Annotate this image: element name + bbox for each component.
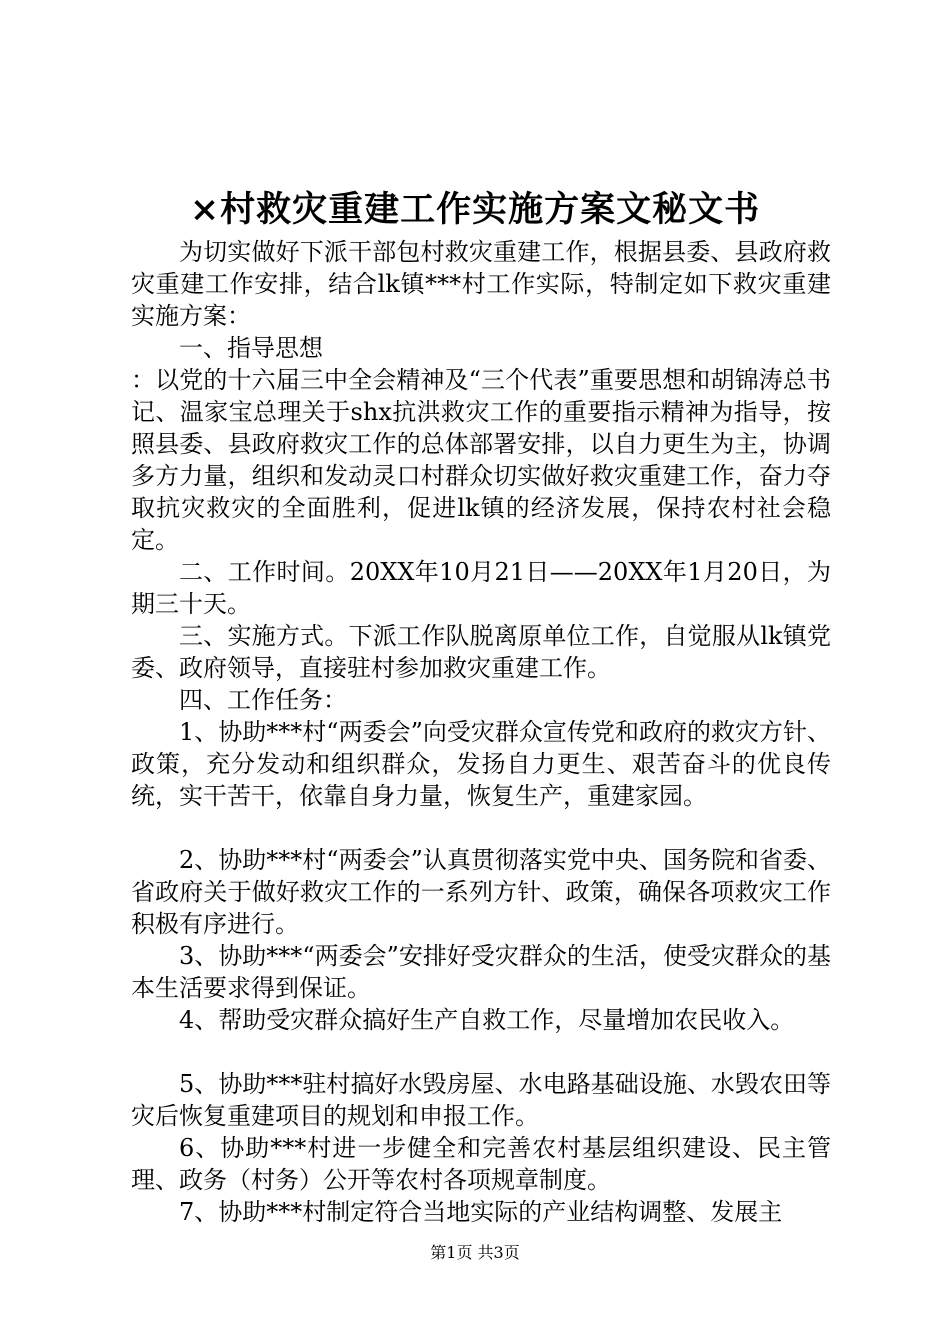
document-body xyxy=(131,236,831,1228)
section-heading-guiding-ideology: 一、指导思想 xyxy=(179,334,323,362)
task-item-1: 1、协助***村“两委会”向受灾群众宣传党和政府的救灾方针、政策，充分发动和组织群众，发扬自力更生、艰苦奋斗的优良传统，实干苦干，依靠自身力量，恢复生产，重建家园。 xyxy=(131,718,831,810)
page-footer: 第1页 共3页 xyxy=(430,1243,520,1262)
task-item-2: 2、协助***村“两委会”认真贯彻落实党中央、国务院和省委、省政府关于做好救灾工作的一系列方针、政策，确保各项救灾工作积极有序进行。 xyxy=(131,846,831,938)
implementation-method-paragraph: 三、实施方式。下派工作队脱离原单位工作，自觉服从lk镇党委、政府领导，直接驻村参加救灾重建工作。 xyxy=(131,622,831,682)
task-item-6: 6、协助***村进一步健全和完善农村基层组织建设、民主管理、政务（村务）公开等农村各项规章制度。 xyxy=(131,1134,831,1194)
document-title: ×村救灾重建工作实施方案文秘文书 xyxy=(189,189,761,230)
paragraph-gap xyxy=(131,812,831,844)
task-item-5: 5、协助***驻村搞好水毁房屋、水电路基础设施、水毁农田等灾后恢复重建项目的规划和申报工作。 xyxy=(131,1070,831,1130)
intro-paragraph: 为切实做好下派干部包村救灾重建工作，根据县委、县政府救灾重建工作安排，结合lk镇***村工作实际，特制定如下救灾重建实施方案： xyxy=(131,238,831,330)
task-item-3: 3、协助***“两委会”安排好受灾群众的生活，使受灾群众的基本生活要求得到保证。 xyxy=(131,942,831,1002)
section-heading-work-tasks: 四、工作任务： xyxy=(179,686,347,714)
task-item-4: 4、帮助受灾群众搞好生产自救工作，尽量增加农民收入。 xyxy=(179,1006,795,1034)
work-time-paragraph: 二、工作时间。20XX年10月21日——20XX年1月20日，为期三十天。 xyxy=(131,558,831,618)
guiding-ideology-paragraph: ：以党的十六届三中全会精神及“三个代表”重要思想和胡锦涛总书记、温家宝总理关于shx抗洪救灾工作的重要指示精神为指导，按照县委、县政府救灾工作的总体部署安排，以自力更生为主，协调多方力量，组织和发动灵口村群众切实做好救灾重建工作，奋力夺取抗灾救灾的全面胜利，促进lk镇的经济发展，保持农村社会稳定。 xyxy=(131,366,831,554)
paragraph-gap xyxy=(131,1036,831,1068)
task-item-7: 7、协助***村制定符合当地实际的产业结构调整、发展主 xyxy=(179,1198,783,1226)
